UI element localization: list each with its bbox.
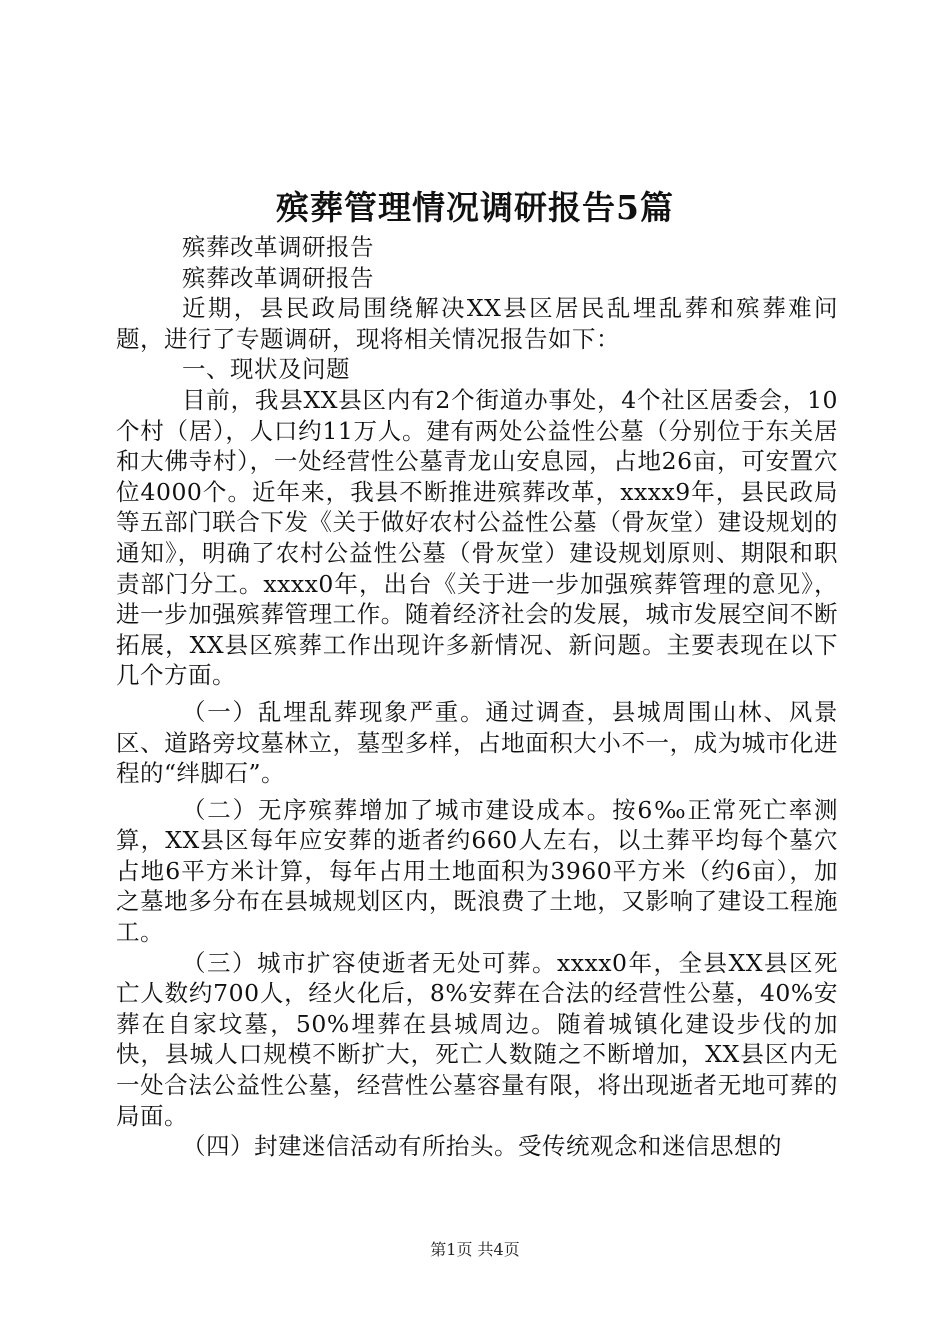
paragraph-subtitle-1: 殡葬改革调研报告 bbox=[182, 233, 374, 261]
page-footer: 第1页 共4页 bbox=[430, 1240, 520, 1259]
paragraph-issue-3: （三）城市扩容使逝者无处可葬。xxxx0年，全县XX县区死亡人数约700人，经火化后，8%安葬在合法的经营性公墓，40%安葬在自家坟墓，50%埋葬在县城周边。随着城镇化建设步伐的加快，县城人口规模不断扩大，死亡人数随之不断增加，XX县区内无一处合法公益性公墓，经营性公墓容量有限，将出现逝者无地可葬的局面。 bbox=[116, 948, 838, 1130]
paragraph-intro: 近期，县民政局围绕解决XX县区居民乱埋乱葬和殡葬难问题，进行了专题调研，现将相关情况报告如下： bbox=[116, 294, 838, 353]
paragraph-issue-1: （一）乱埋乱葬现象严重。通过调查，县城周围山林、风景区、道路旁坟墓林立，墓型多样，占地面积大小不一，成为城市化进程的“绊脚石”。 bbox=[116, 697, 838, 788]
paragraph-current-status: 目前，我县XX县区内有2个街道办事处，4个社区居委会，10个村（居），人口约11万人。建有两处公益性公墓（分别位于东关居和大佛寺村），一处经营性公墓青龙山安息园，占地26亩，可安置穴位4000个。近年来，我县不断推进殡葬改革，xxxx9年，县民政局等五部门联合下发《关于做好农村公益性公墓（骨灰堂）建设规划的通知》，明确了农村公益性公墓（骨灰堂）建设规划原则、期限和职责部门分工。xxxx0年，出台《关于进一步加强殡葬管理的意见》，进一步加强殡葬管理工作。随着经济社会的发展，城市发展空间不断拓展，XX县区殡葬工作出现许多新情况、新问题。主要表现在以下几个方面。 bbox=[116, 385, 838, 690]
document-title: 殡葬管理情况调研报告5篇 bbox=[276, 188, 674, 227]
document-body bbox=[116, 232, 838, 1162]
paragraph-issue-4: （四）封建迷信活动有所抬头。受传统观念和迷信思想的 bbox=[182, 1132, 782, 1161]
paragraph-subtitle-2: 殡葬改革调研报告 bbox=[182, 263, 374, 292]
paragraph-issue-2: （二）无序殡葬增加了城市建设成本。按6‰正常死亡率测算，XX县区每年应安葬的逝者约660人左右，以土葬平均每个墓穴占地6平方米计算，每年占用土地面积为3960平方米（约6亩），加之墓地多分布在县城规划区内，既浪费了土地，又影响了建设工程施工。 bbox=[116, 795, 838, 947]
section-heading: 一、现状及问题 bbox=[182, 355, 350, 384]
